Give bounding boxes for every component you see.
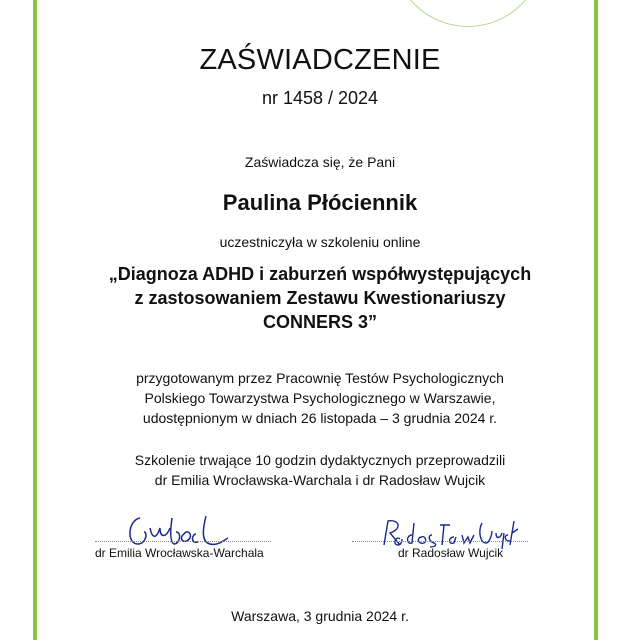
signatory-right: dr Radosław Wujcik: [398, 546, 504, 560]
participant-name: Paulina Płóciennik: [222, 190, 418, 215]
participation-text: uczestniczyła w szkoleniu online: [219, 234, 421, 250]
course-title: „Diagnoza ADHD i zaburzeń współwystępujących z zastosowaniem Zestawu Kwestionariuszy CONNERS 3”: [108, 264, 532, 332]
place-date: Warszawa, 3 grudnia 2024 r.: [231, 608, 409, 624]
signatory-left: dr Emilia Wrocławska-Warchala: [95, 546, 264, 560]
signature-line-left: [95, 541, 271, 542]
signature-line-right: [352, 541, 528, 542]
organizer-text: przygotowanym przez Pracownię Testów Psychologicznych Polskiego Towarzystwa Psychologicznego w Warszawie, udostępnionym w dniach 26 listopada – 3 grudnia 2024 r.: [136, 370, 504, 426]
decorative-circle: [392, 0, 544, 27]
intro-text: Zaświadcza się, że Pani: [244, 154, 396, 170]
certificate-title: ZAŚWIADCZENIE: [199, 44, 441, 76]
certificate-number: nr 1458 / 2024: [261, 88, 379, 108]
trainers-text: Szkolenie trwające 10 godzin dydaktycznych przeprowadzili dr Emilia Wrocławska-Warchala i dr Radosław Wujcik: [134, 452, 506, 488]
